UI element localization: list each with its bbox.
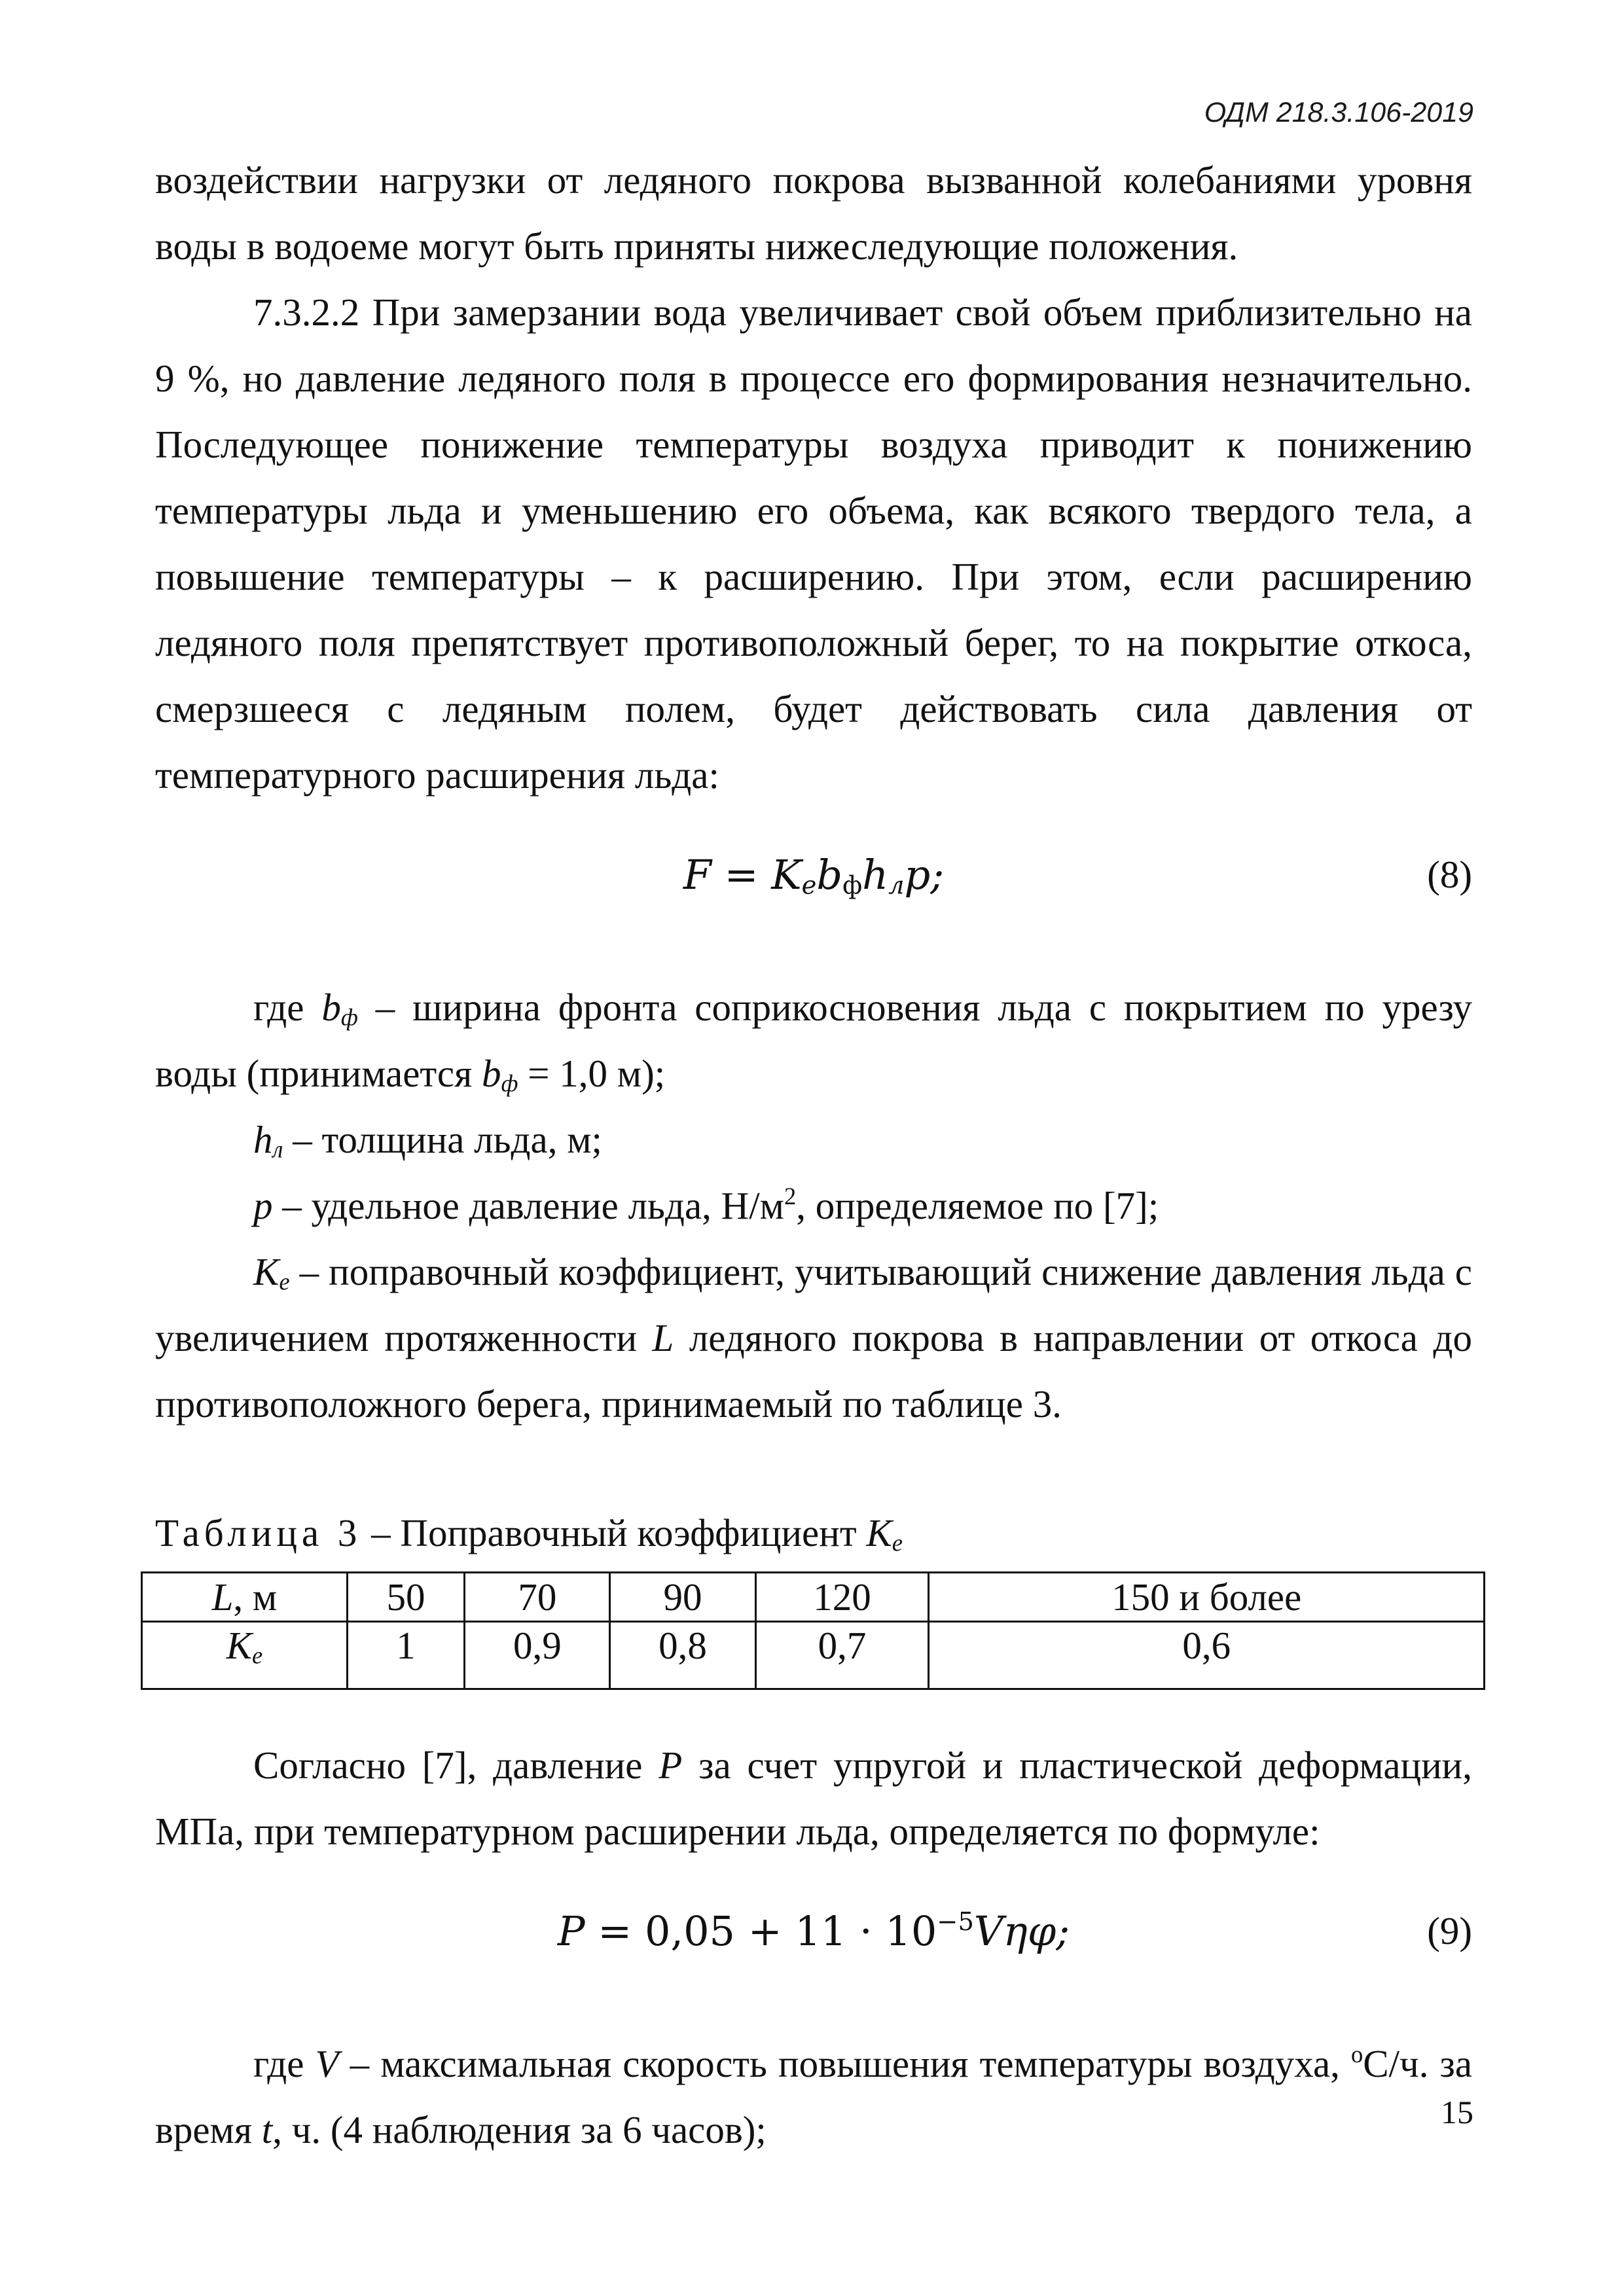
paragraph-continuation: воздействии нагрузки от ледяного покрова вызванной колебаниями уровня воды в водоеме могут быть приняты нижеследующие положения.: [155, 158, 1472, 268]
definition-k-e: $K_e$ – поправочный коэффициент, учитывающий снижение давления льда с увеличением протяженности L ледяного покрова в направлении от откоса до противоположного берега, принимаемый по таблице 3.: [155, 1250, 1472, 1426]
formula-9: [155, 1898, 1472, 1964]
table-header-cell-ke: $K_e$: [142, 1622, 348, 1689]
table-3: [141, 1571, 1485, 1690]
formula-9-number: (9): [1427, 1909, 1472, 1952]
document-code-header: ОДМ 218.3.106-2019: [1204, 97, 1473, 128]
table-cell: 1: [347, 1622, 464, 1689]
table-header-cell-l: L, м: [142, 1573, 348, 1622]
formula-8-number: (8): [1427, 853, 1472, 896]
paragraph-7-3-2-2: 7.3.2.2 При замерзании вода увеличивает свой объем приблизительно на 9 %, но давление ледяного поля в процессе его формирования незначительно. Последующее понижение температуры воздуха приводит к понижению температуры льда и уменьшению его объема, как всякого твердого тела, а повышение температуры – к расширению. При этом, если расширению ледяного поля препятствует противоположный берег, то на покрытие откоса, смерзшееся с ледяным полем, будет действовать сила давления от температурного расширения льда:: [155, 291, 1472, 797]
definition-v: где V – максимальная скорость повышения температуры воздуха, $^o$С/ч. за время t, ч. (4 наблюдения за 6 часов);: [155, 2041, 1473, 2151]
table-cell: 0,9: [465, 1622, 610, 1689]
definition-p: p – удельное давление льда, $Н/м^2$, определяемое по [7];: [253, 1183, 1159, 1227]
definition-b-phi: где $b_ф$ – ширина фронта соприкосновения льда с покрытием по урезу воды (принимается $b_ф = 1,0$ м);: [155, 986, 1473, 1097]
paragraph-pressure-p: Согласно [7], давление P за счет упругой и пластической деформации, МПа, при температурном расширении льда, определяется по формуле:: [155, 1744, 1472, 1853]
table-cell: 120: [755, 1573, 929, 1622]
formula-8-expression: $F = K_eb_фh_лp$;: [683, 851, 945, 901]
table-cell: 0,6: [929, 1622, 1485, 1689]
formula-8: [155, 842, 1472, 908]
table-cell: 0,7: [755, 1622, 929, 1689]
table-cell: 0,8: [610, 1622, 755, 1689]
table-cell: 50: [347, 1573, 464, 1622]
table-cell: 70: [465, 1573, 610, 1622]
formula-9-expression: $P = 0,05 + 11 \cdot 10^{-5}V\eta\varphi$;: [557, 1907, 1070, 1955]
definition-h-l: $h_л$ – толщина льда, м;: [253, 1118, 602, 1163]
table-row-coefficient: [142, 1622, 1485, 1689]
table-row-length: [142, 1573, 1485, 1622]
table-cell: 90: [610, 1573, 755, 1622]
table-cell: 150 и более: [929, 1573, 1485, 1622]
page-number: 15: [1441, 2094, 1473, 2130]
table-3-caption: Таблица 3 – Поправочный коэффициент $K_e$: [155, 1511, 903, 1556]
document-body: [155, 147, 1472, 2163]
